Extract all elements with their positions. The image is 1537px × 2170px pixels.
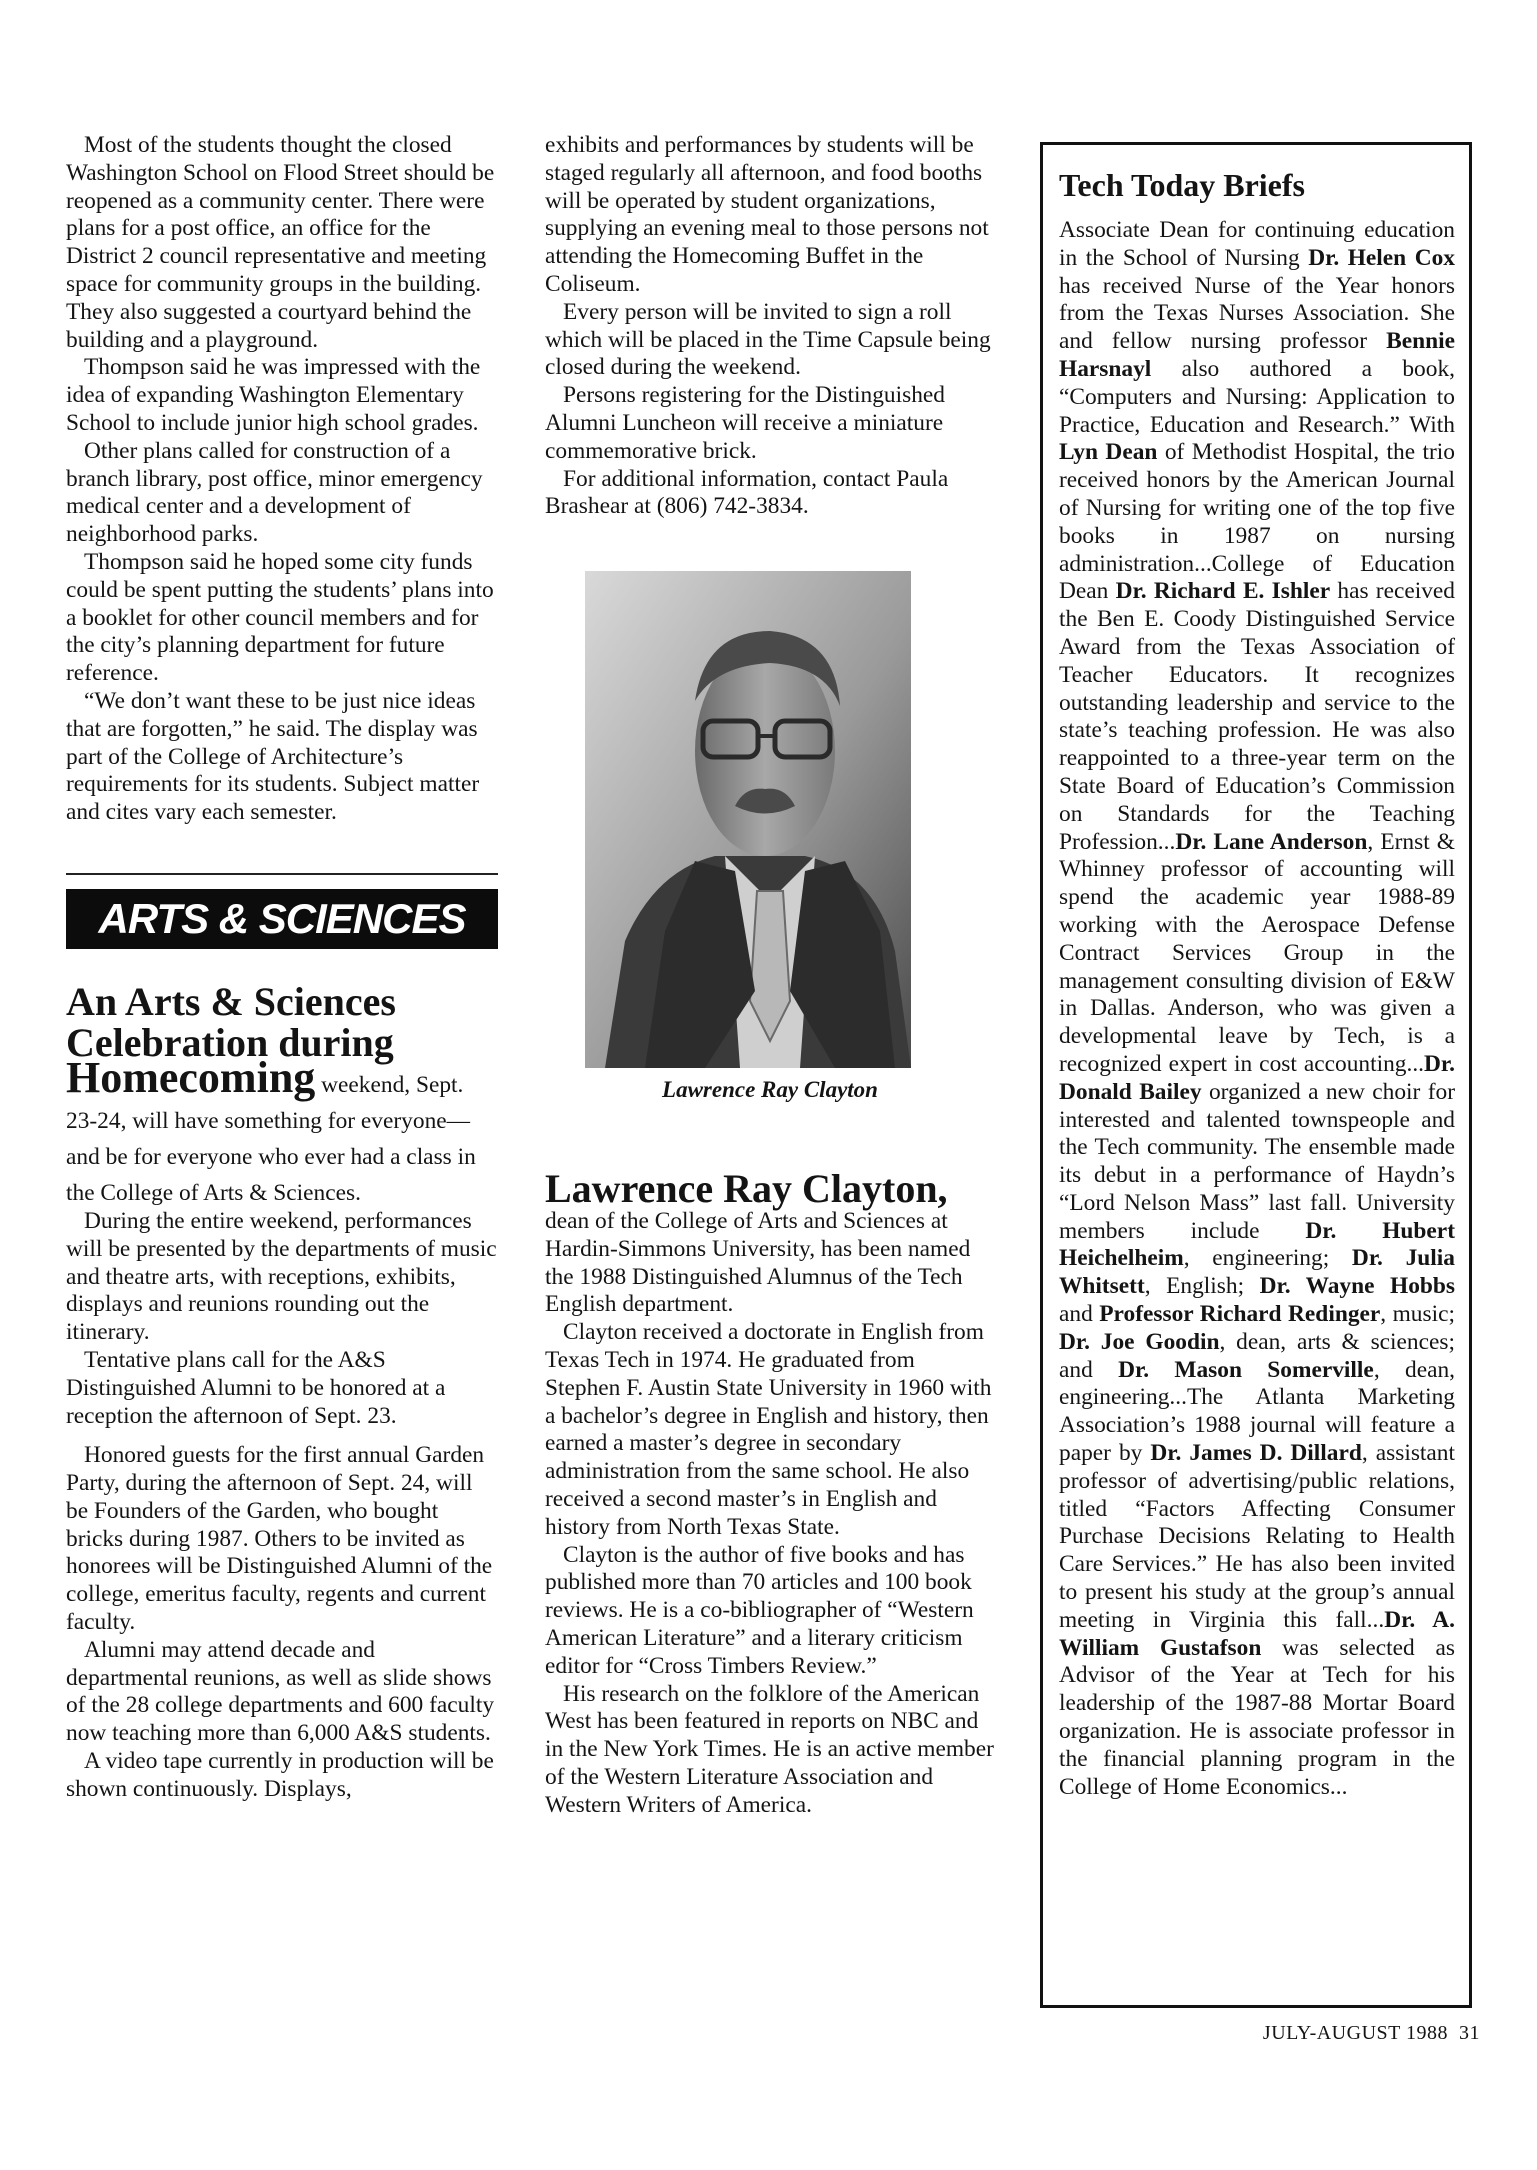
tech-today-briefs-box	[1040, 142, 1472, 2008]
brief-text: and	[1059, 1301, 1100, 1328]
brief-person-name: Dr. Wayne Hobbs	[1259, 1273, 1456, 1300]
paragraph: Tentative plans call for the A&S Distinguished Alumni to be honored at a reception the afternoon of Sept. 23.	[66, 1346, 446, 1429]
brief-person-name: Dr. Helen Cox	[1308, 244, 1455, 271]
article-column-2	[545, 132, 995, 1819]
brief-person-name: Dr. Richard E. Ishler	[1115, 578, 1331, 605]
brief-person-name: Bennie Harsnayl	[1059, 328, 1455, 382]
brief-text: , engineering;	[1183, 1245, 1352, 1272]
brief-person-name: Dr. A. William Gustafson	[1059, 1606, 1455, 1661]
lead-text: weekend, Sept. 23-24, will have something for everyone—and be for everyone who ever had a class in the College of Arts & Sciences.	[66, 1071, 476, 1206]
brief-text: was selected as Advisor of the Year at Tech for his leadership of the 1987-88 Mortar Board organization. He is associate professor in the financial planning program in the College of Home Economics...	[1059, 1634, 1455, 1800]
paragraph: exhibits and performances by students will be staged regularly all afternoon, and food booths will be operated by student organizations, supplying an evening meal to those persons not attending the Homecoming Buffet in the Coliseum.	[545, 132, 989, 297]
page-footer	[1180, 2022, 1480, 2045]
brief-text: Associate Dean for continuing education in the School of Nursing	[1059, 217, 1455, 271]
arts-article	[66, 1208, 498, 1804]
headline-line: Celebration during	[66, 1019, 394, 1065]
briefs-title: Tech Today Briefs	[1059, 167, 1305, 203]
paragraph: “We don’t want these to be just nice ideas that are forgotten,” he said. The display was part of the College of Architecture’s requirements for its students. Subject matter and cites vary each semester.	[66, 687, 480, 826]
paragraph: Clayton is the author of five books and has published more than 70 articles and 100 book reviews. He is a co-bibliographer of “Western American Literature” and a literary criticism editor for “Cross Timbers Review.”	[545, 1541, 974, 1679]
issue-date: JULY-AUGUST 1988	[1262, 2022, 1448, 2044]
paragraph: A video tape currently in production will be shown continuously. Displays,	[66, 1748, 494, 1802]
brief-text: organized a new choir for interested and talented townspeople and the Tech community. The ensemble made its debut in a performance of Haydn’s “Lord Nelson Mass” last fall. University members include	[1059, 1078, 1455, 1244]
brief-person-name: Dr. Mason Somerville	[1118, 1356, 1374, 1383]
page-number: 31	[1459, 2022, 1480, 2044]
section-divider	[66, 873, 498, 875]
brief-text: of Methodist Hospital, the trio received honors by the American Journal of Nursing for writing one of the top five books in 1987 on nursing administration...College of Education Dean	[1059, 439, 1455, 605]
headline-line: An Arts & Sciences	[66, 978, 396, 1024]
portrait-photo	[585, 571, 911, 1068]
brief-text: , English;	[1144, 1273, 1260, 1300]
photo-caption: Lawrence Ray Clayton	[662, 1077, 878, 1103]
paragraph: For additional information, contact Paula Brashear at (806) 742-3834.	[545, 465, 949, 520]
paragraph: Every person will be invited to sign a roll which will be placed in the Time Capsule being closed during the weekend.	[545, 298, 991, 381]
clayton-headline: Lawrence Ray Clayton,	[545, 1165, 948, 1211]
brief-text: also authored a book, “Computers and Nursing: Application to Practice, Education and Research.” With	[1059, 355, 1455, 438]
brief-person-name: Lyn Dean	[1059, 439, 1158, 466]
paragraph: Persons registering for the Distinguished Alumni Luncheon will receive a miniature commemorative brick.	[545, 382, 945, 464]
headline-lead-paragraph	[66, 1052, 498, 1208]
brief-person-name: Dr. Lane Anderson	[1175, 828, 1368, 855]
paragraph: Alumni may attend decade and departmental reunions, as well as slide shows of the 28 college departments and 600 faculty now teaching more than 6,000 A&S students.	[66, 1636, 495, 1747]
paragraph: Most of the students thought the closed Washington School on Flood Street should be reopened as a community center. There were plans for a post office, an office for the District 2 council representative and meeting space for community groups in the building. They also suggested a courtyard behind the building and a playground.	[66, 132, 495, 353]
paragraph: Honored guests for the first annual Garden Party, during the afternoon of Sept. 24, will be Founders of the Garden, who bought bricks during 1987. Others to be invited as honorees will be Distinguished Alumni of the college, emeritus faculty, regents and current faculty.	[66, 1442, 493, 1636]
brief-text: , Ernst & Whinney professor of accounting will spend the academic year 1988-89 working with the Aerospace Defense Contract Services Group in the management consulting division of E&W in Dallas. Anderson, who was given a developmental leave by Tech, is a recognized expert in cost accounting...	[1059, 828, 1455, 1077]
section-banner: ARTS & SCIENCES	[66, 889, 498, 949]
brief-person-name: Dr. James D. Dillard	[1150, 1440, 1362, 1467]
paragraph: His research on the folklore of the American West has been featured in reports on NBC and in the New York Times. He is an active member of the Western Literature Association and Western Writers of America.	[545, 1680, 994, 1818]
brief-person-name: Dr. Donald Bailey	[1059, 1050, 1455, 1105]
brief-person-name: Dr. Hubert Heichelheim	[1059, 1217, 1455, 1272]
paragraph: Other plans called for construction of a branch library, post office, minor emergency medical center and a development of neighborhood parks.	[66, 437, 483, 548]
brief-text: , dean, arts & sciences; and	[1059, 1328, 1455, 1383]
briefs-body	[1059, 217, 1455, 1801]
headline-line: Homecoming	[66, 1052, 316, 1102]
paragraph: During the entire weekend, performances will be presented by the departments of music and theatre arts, with receptions, exhibits, displays and reunions rounding out the itinerary.	[66, 1207, 497, 1346]
arts-headline	[66, 978, 498, 1208]
paragraph: Clayton received a doctorate in English from Texas Tech in 1974. He graduated from Stephen F. Austin State University in 1960 with a bachelor’s degree in English and history, then earned a master’s degree in secondary administration from the same school. He also received a second master’s in English and history from North Texas State.	[545, 1319, 992, 1540]
article-column-1	[66, 132, 498, 1804]
brief-text: , dean, engineering...The Atlanta Marketing Association’s 1988 journal will feature a paper by	[1059, 1356, 1455, 1467]
brief-person-name: Professor Richard Redinger	[1099, 1301, 1381, 1328]
brief-person-name: Dr. Julia Whitsett	[1059, 1245, 1456, 1300]
brief-text: , assistant professor of advertising/public relations, titled “Factors Affecting Consumer Purchase Decisions Relating to Health Care Services.” He has also been invited to present his study at the group’s annual meeting in Virginia this fall...	[1059, 1440, 1456, 1633]
lead-paragraph: dean of the College of Arts and Sciences at Hardin-Simmons University, has been named the 1988 Distinguished Alumnus of the Tech English department.	[545, 1207, 971, 1318]
brief-text: has received Nurse of the Year honors from the Texas Nurses Association. She and fellow nursing professor	[1059, 272, 1455, 355]
brief-text: has received the Ben E. Coody Distinguished Service Award from the Texas Association of Teacher Educators. It recognizes outstanding leadership and service to the state’s teaching profession. He was also reappointed to a three-year term on the State Board of Education’s Commission on Standards for the Teaching Profession...	[1059, 578, 1456, 855]
brief-text: , music;	[1380, 1301, 1455, 1328]
portrait-illustration	[585, 571, 911, 1068]
paragraph: Thompson said he was impressed with the idea of expanding Washington Elementary School to include junior high school grades.	[66, 354, 481, 436]
brief-person-name: Dr. Joe Goodin	[1059, 1328, 1220, 1355]
students-article	[66, 132, 498, 827]
paragraph: Thompson said he hoped some city funds could be spent putting the students’ plans into a booklet for other council members and for the city’s planning department for future reference.	[66, 548, 494, 687]
